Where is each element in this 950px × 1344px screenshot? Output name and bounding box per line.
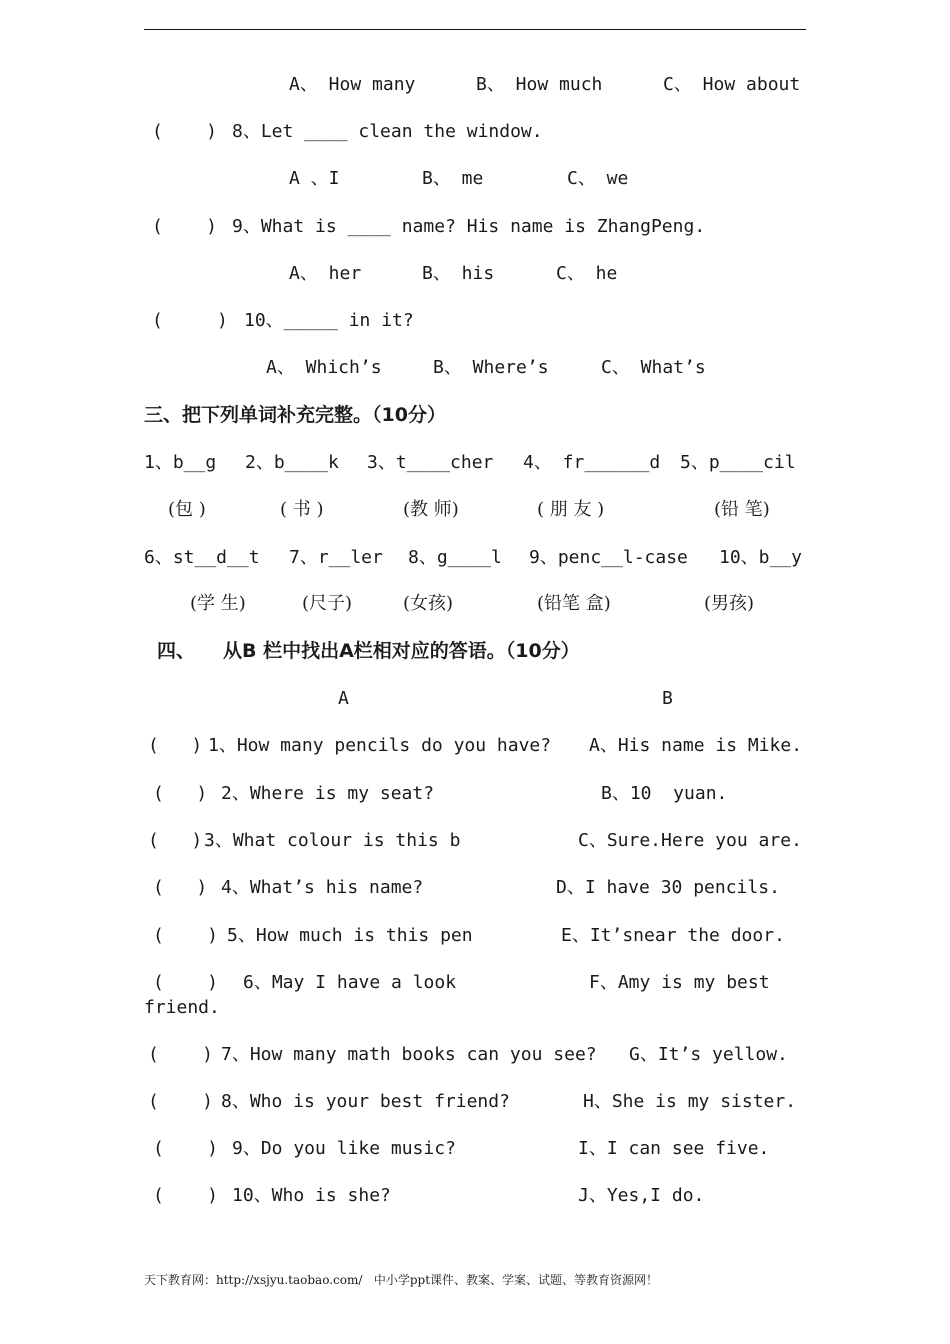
q9-answer-blank[interactable]: ( ) bbox=[152, 216, 218, 237]
word-meaning-9: (铅笔 盒) bbox=[537, 593, 611, 614]
match-answer-blank-5[interactable]: ( ) bbox=[153, 925, 219, 946]
match-answer-blank-8[interactable]: ( ) bbox=[148, 1091, 214, 1112]
word-item-3: 3、t____cher bbox=[367, 452, 494, 473]
match-answer-g: G、It’s yellow. bbox=[629, 1044, 788, 1065]
q9-option-b: B、 his bbox=[422, 263, 495, 284]
section4-heading: 从B 栏中找出A栏相对应的答语。（10分） bbox=[223, 640, 580, 662]
section3-heading: 三、把下列单词补充完整。（10分） bbox=[144, 404, 446, 426]
word-meaning-10: (男孩) bbox=[704, 593, 755, 614]
column-a-label: A bbox=[338, 688, 349, 709]
match-question-3: 3、What colour is this b bbox=[204, 830, 461, 851]
match-answer-blank-7[interactable]: ( ) bbox=[148, 1044, 214, 1065]
column-b-label: B bbox=[662, 688, 673, 709]
word-item-2: 2、b____k bbox=[245, 452, 339, 473]
match-question-9: 9、Do you like music? bbox=[232, 1138, 456, 1159]
q7-option-a: A、 How many bbox=[289, 74, 416, 95]
match-question-7: 7、How many math books can you see? bbox=[221, 1044, 597, 1065]
q9-option-c: C、 he bbox=[556, 263, 618, 284]
q10-answer-blank[interactable]: ( ) bbox=[152, 310, 228, 331]
match-answer-j: J、Yes,I do. bbox=[578, 1185, 705, 1206]
q8-answer-blank[interactable]: ( ) bbox=[152, 121, 218, 142]
q7-option-b: B、 How much bbox=[476, 74, 603, 95]
word-item-7: 7、r__ler bbox=[289, 547, 383, 568]
match-question-10: 10、Who is she? bbox=[232, 1185, 391, 1206]
q10-option-a: A、 Which’s bbox=[266, 357, 382, 378]
q8-option-b: B、 me bbox=[422, 168, 484, 189]
match-question-2: 2、Where is my seat? bbox=[221, 783, 435, 804]
q9-question: 9、What is ____ name? His name is ZhangPeng. bbox=[232, 216, 706, 237]
match-answer-h: H、She is my sister. bbox=[583, 1091, 797, 1112]
word-meaning-6: (学 生) bbox=[190, 593, 246, 614]
match-answer-f: F、Amy is my best bbox=[589, 972, 770, 993]
match-answer-a: A、His name is Mike. bbox=[589, 735, 803, 756]
top-rule bbox=[144, 29, 806, 30]
word-item-4: 4、 fr______d bbox=[523, 452, 661, 473]
word-meaning-3: (教 师) bbox=[403, 499, 459, 520]
word-meaning-4: ( 朋 友 ) bbox=[537, 499, 605, 520]
match-answer-i: I、I can see five. bbox=[578, 1138, 770, 1159]
q8-question: 8、Let ____ clean the window. bbox=[232, 121, 543, 142]
word-item-8: 8、g____l bbox=[408, 547, 502, 568]
q8-option-a: A 、I bbox=[289, 168, 340, 189]
word-item-6: 6、st__d__t bbox=[144, 547, 260, 568]
q7-option-c: C、 How about bbox=[663, 74, 801, 95]
word-meaning-7: (尺子) bbox=[302, 593, 353, 614]
match-answer-f-continued: friend. bbox=[144, 997, 220, 1018]
word-item-1: 1、b__g bbox=[144, 452, 217, 473]
match-question-6: 6、May I have a look bbox=[243, 972, 457, 993]
match-answer-blank-3[interactable]: ( ) bbox=[148, 830, 203, 851]
match-answer-blank-10[interactable]: ( ) bbox=[153, 1185, 219, 1206]
match-answer-c: C、Sure.Here you are. bbox=[578, 830, 802, 851]
q10-option-b: B、 Where’s bbox=[433, 357, 549, 378]
match-answer-blank-1[interactable]: ( ) bbox=[148, 735, 203, 756]
match-answer-d: D、I have 30 pencils. bbox=[556, 877, 780, 898]
q10-question: 10、_____ in it? bbox=[244, 310, 414, 331]
word-item-5: 5、p____cil bbox=[680, 452, 796, 473]
page-footer: 天下教育网：http://xsjyu.taobao.com/ 中小学ppt课件、教案、学案、试题、等教育资源网！ bbox=[144, 1273, 659, 1287]
match-answer-blank-6[interactable]: ( ) bbox=[153, 972, 219, 993]
match-question-4: 4、What’s his name? bbox=[221, 877, 424, 898]
match-answer-blank-9[interactable]: ( ) bbox=[153, 1138, 219, 1159]
word-item-10: 10、b__y bbox=[719, 547, 803, 568]
match-question-1: 1、How many pencils do you have? bbox=[208, 735, 552, 756]
word-meaning-8: (女孩) bbox=[403, 593, 454, 614]
q10-option-c: C、 What’s bbox=[601, 357, 706, 378]
section4-heading-number: 四、 bbox=[157, 640, 196, 662]
word-meaning-5: (铅 笔) bbox=[714, 499, 770, 520]
match-answer-blank-4[interactable]: ( ) bbox=[153, 877, 208, 898]
q9-option-a: A、 her bbox=[289, 263, 362, 284]
match-answer-e: E、It’snear the door. bbox=[561, 925, 785, 946]
match-answer-blank-2[interactable]: ( ) bbox=[153, 783, 208, 804]
match-question-5: 5、How much is this pen bbox=[227, 925, 473, 946]
word-item-9: 9、penc__l-case bbox=[529, 547, 688, 568]
match-question-8: 8、Who is your best friend? bbox=[221, 1091, 510, 1112]
q8-option-c: C、 we bbox=[567, 168, 629, 189]
word-meaning-1: (包 ) bbox=[168, 499, 206, 520]
word-meaning-2: ( 书 ) bbox=[280, 499, 324, 520]
match-answer-b: B、10 yuan. bbox=[601, 783, 728, 804]
